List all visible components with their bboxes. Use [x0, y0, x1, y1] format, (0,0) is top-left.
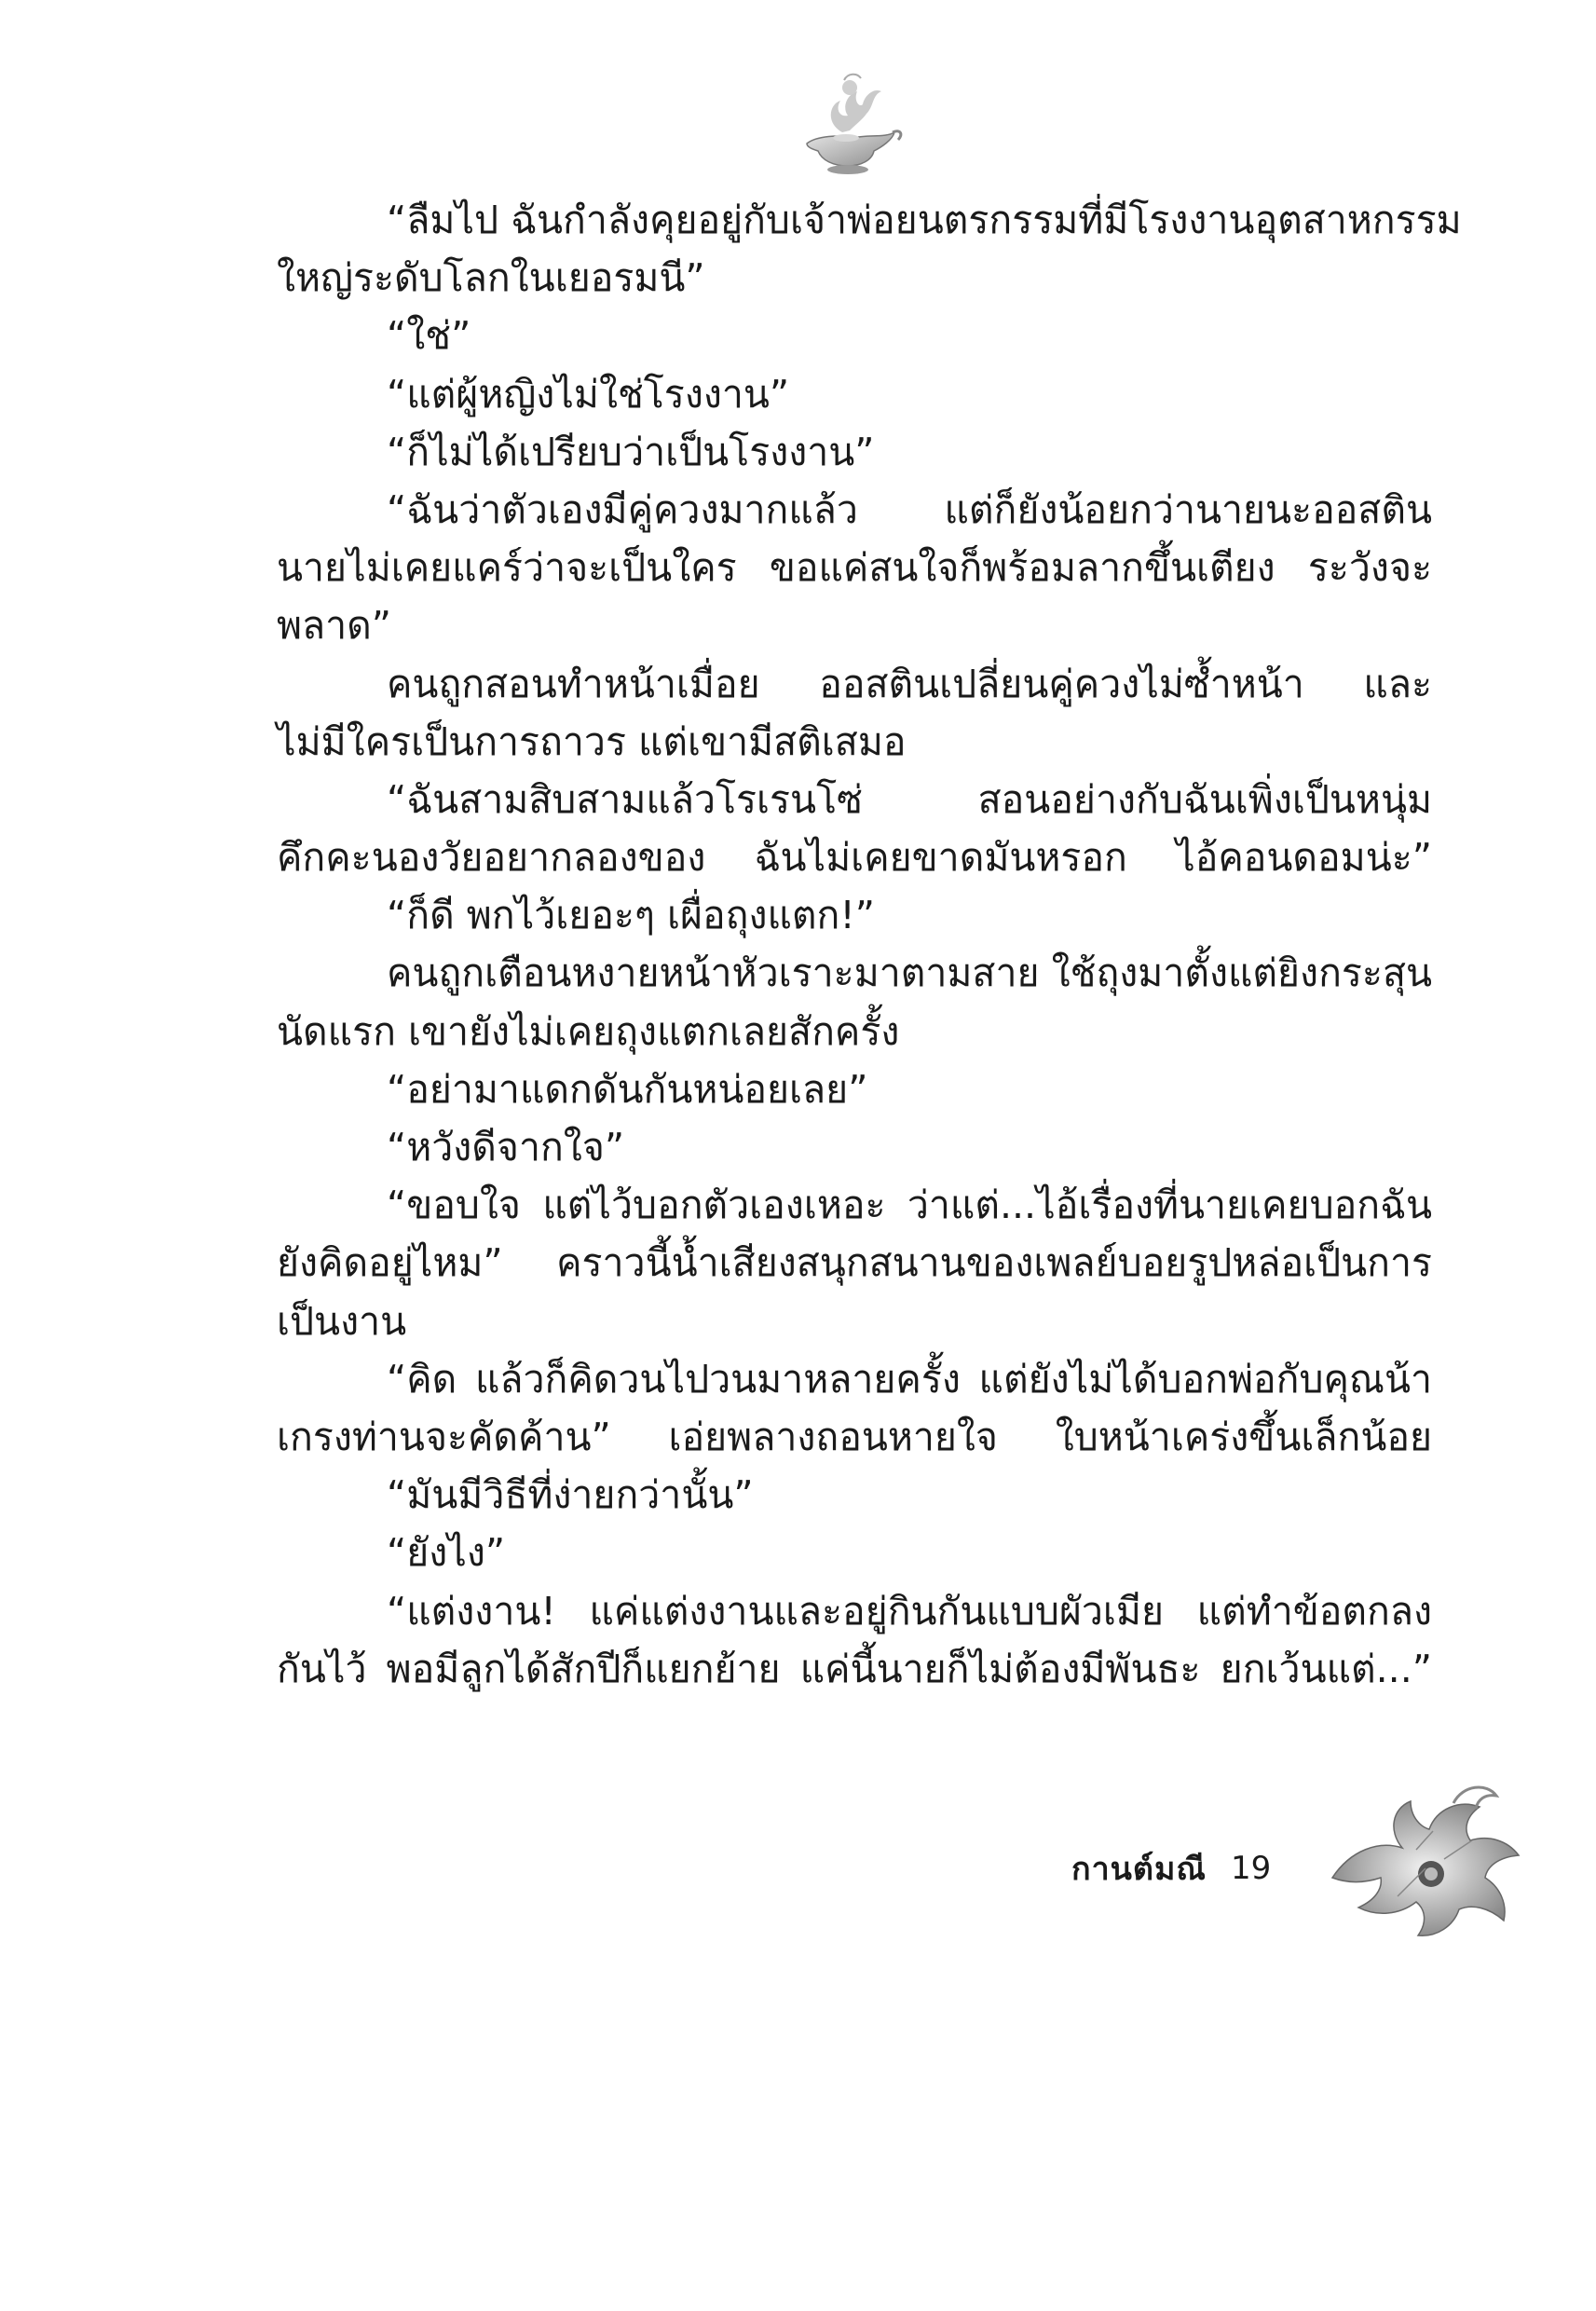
paragraph-lines [277, 191, 1462, 1698]
flower-ornament-icon [1314, 1775, 1528, 1943]
text-line: คนถูกเตือนหงายหน้าหัวเราะมาตามสาย ใช้ถุงมาตั้งแต่ยิงกระสุน [387, 950, 1432, 996]
text-line: “ก็ไม่ได้เปรียบว่าเป็นโรงงาน” [387, 429, 875, 474]
text-line: “อย่ามาแดกดันกันหน่อยเลย” [387, 1066, 868, 1112]
text-line: “ใช่” [387, 313, 471, 359]
text-line: กันไว้ พอมีลูกได้สักปีก็แยกย้าย แค่นี้นายก็ไม่ต้องมีพันธะ ยกเว้นแต่...” [277, 1646, 1432, 1691]
text-line: “ยังไง” [387, 1530, 506, 1576]
page-footer [1071, 1840, 1271, 1896]
text-line: “แต่งงาน! แค่แต่งงานและอยู่กินกันแบบผัวเมีย แต่ทำข้อตกลง [387, 1588, 1432, 1634]
magic-lamp-icon [788, 67, 909, 188]
text-line: “หวังดีจากใจ” [387, 1125, 625, 1169]
text-line: คึกคะนองวัยอยากลองของ ฉันไม่เคยขาดมันหรอก ไอ้คอนดอมน่ะ” [277, 835, 1432, 881]
text-line: “แต่ผู้หญิงไม่ใช่โรงงาน” [387, 371, 790, 417]
page-body-text [277, 191, 1462, 1698]
text-line: ยังคิดอยู่ไหม” คราวนี้น้ำเสียงสนุกสนานของเพลย์บอยรูปหล่อเป็นการ [277, 1240, 1432, 1286]
page-number: 19 [1230, 1850, 1272, 1887]
text-line: พลาด” [277, 603, 392, 649]
text-line: เกรงท่านจะคัดค้าน” เอ่ยพลางถอนหายใจ ใบหน้าเคร่งขึ้นเล็กน้อย [277, 1414, 1432, 1459]
text-line: “ลืมไป ฉันกำลังคุยอยู่กับเจ้าพ่อยนตรกรรมที่มีโรงงานอุตสาหกรรม [387, 198, 1462, 242]
text-line: คนถูกสอนทำหน้าเมื่อย ออสตินเปลี่ยนคู่ควงไม่ซ้ำหน้า และ [387, 661, 1432, 706]
text-line: ใหญ่ระดับโลกในเยอรมนี” [277, 255, 705, 301]
text-line: “ขอบใจ แต่ไว้บอกตัวเองเหอะ ว่าแต่...ไอ้เรื่องที่นายเคยบอกฉัน [387, 1183, 1432, 1228]
text-line: “ก็ดี พกไว้เยอะๆ เผื่อถุงแตก!” [387, 893, 876, 938]
text-line: “คิด แล้วก็คิดวนไปวนมาหลายครั้ง แต่ยังไม่ได้บอกพ่อกับคุณน้า [387, 1356, 1432, 1402]
text-line: “ฉันว่าตัวเองมีคู่ควงมากแล้ว แต่ก็ยังน้อยกว่านายนะออสติน [387, 486, 1432, 532]
text-line: เป็นงาน [277, 1298, 407, 1344]
text-line: นัดแรก เขายังไม่เคยถุงแตกเลยสักครั้ง [277, 1008, 900, 1054]
text-line: “มันมีวิธีที่ง่ายกว่านั้น” [387, 1472, 754, 1518]
text-line: นายไม่เคยแคร์ว่าจะเป็นใคร ขอแค่สนใจก็พร้อมลากขึ้นเตียง ระวังจะ [277, 545, 1432, 591]
text-line: “ฉันสามสิบสามแล้วโรเรนโซ่ สอนอย่างกับฉันเพิ่งเป็นหนุ่ม [387, 776, 1432, 822]
text-line: ไม่มีใครเป็นการถาวร แต่เขามีสติเสมอ [277, 718, 907, 764]
book-title: กานต์มณี [1071, 1851, 1207, 1888]
